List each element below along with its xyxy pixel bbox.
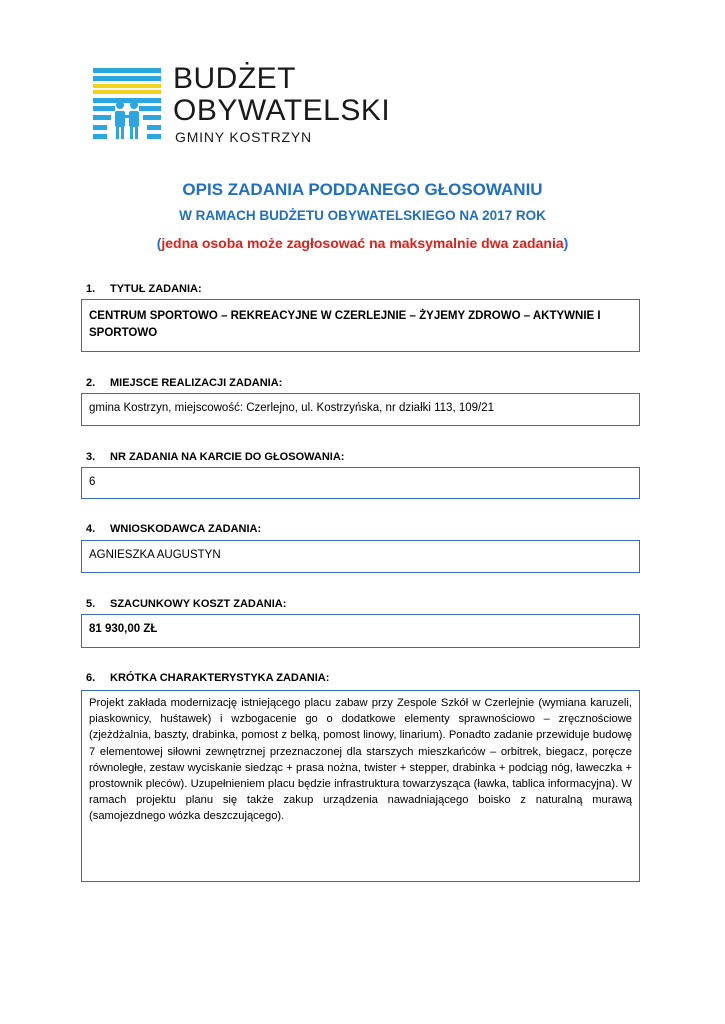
logo-line-3: GMINY KOSTRZYN — [175, 129, 312, 145]
section-cost-label — [86, 598, 286, 610]
section-label-text: SZACUNKOWY KOSZT ZADANIA: — [110, 598, 287, 610]
section-label-text: WNIOSKODAWCA ZADANIA: — [110, 523, 262, 535]
section-number-label — [86, 451, 344, 463]
note-close-paren: ) — [563, 235, 569, 251]
section-number: 2. — [86, 377, 96, 389]
section-number: 5. — [86, 598, 96, 610]
section-number: 1. — [86, 283, 96, 295]
task-ballot-number-box: 6 — [81, 467, 640, 499]
section-label-text: TYTUŁ ZADANIA: — [110, 283, 202, 295]
section-description-label — [86, 672, 329, 684]
section-label-text: NR ZADANIA NA KARCIE DO GŁOSOWANIA: — [110, 451, 345, 463]
section-title-label — [86, 283, 202, 295]
section-number: 6. — [86, 672, 96, 684]
section-location-label — [86, 377, 282, 389]
section-label-text: MIEJSCE REALIZACJI ZADANIA: — [110, 377, 283, 389]
section-number: 3. — [86, 451, 96, 463]
task-applicant-box: AGNIESZKA AUGUSTYN — [81, 540, 640, 573]
task-title-box: CENTRUM SPORTOWO – REKREACYJNE W CZERLEJNIE – ŻYJEMY ZDROWO – AKTYWNIE I SPORTOWO — [81, 299, 640, 352]
task-cost-box: 81 930,00 ZŁ — [81, 614, 640, 648]
logo-line-2: OBYWATELSKI — [173, 94, 391, 127]
document-title: OPIS ZADANIA PODDANEGO GŁOSOWANIU — [182, 180, 543, 199]
note-open-paren: ( — [156, 235, 162, 251]
section-number: 4. — [86, 523, 96, 535]
logo-line-1: BUDŻET — [173, 62, 296, 95]
task-description-box: Projekt zakłada modernizację istniejącego placu zabaw przy Zespole Szkół w Czerlejnie (wymiana karuzeli, piaskownicy, huśtawek) i wzbogacenie go o dodatkowe elementy sprawnościowo – zręcznościowe (zjeżdżalnia, baszty, drabinka, pomost z belką, pomost linowy, linarium). Ponadto zadanie przewiduje budowę 7 elementowej siłowni zewnętrznej przeznaczonej dla starszych mieszkańców – orbitrek, biegacz, poręcze równoległe, zestaw wyciskanie siedząc + prasa nożna, twister + stepper, drabinka + podciąg nóg, ławeczka + prostownik pleców). Uzupełnieniem placu będzie infrastruktura towarzysząca (ławka, tablica informacyjna). W ramach projektu planu się także zakup urządzenia nawadniającego boisko z naturalną murawą (samojezdnego wózka deszczującego). — [81, 690, 640, 882]
note-text: jedna osoba może zagłosować na maksymalnie dwa zadania — [161, 235, 564, 251]
section-label-text: KRÓTKA CHARAKTERYSTYKA ZADANIA: — [110, 672, 330, 684]
task-location-box: gmina Kostrzyn, miejscowość: Czerlejno, ul. Kostrzyńska, nr działki 113, 109/21 — [81, 393, 640, 426]
voting-note — [0, 235, 725, 251]
document-subtitle: W RAMACH BUDŻETU OBYWATELSKIEGO NA 2017 ROK — [179, 208, 546, 223]
section-applicant-label — [86, 523, 261, 535]
